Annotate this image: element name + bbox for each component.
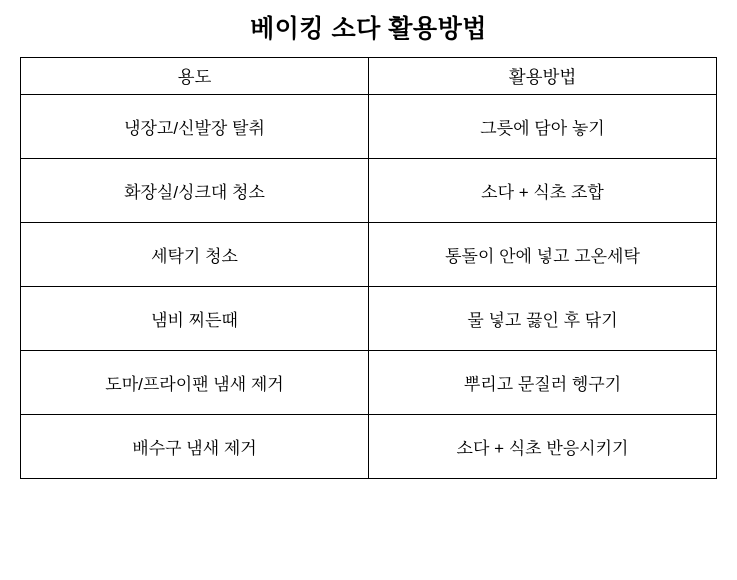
baking-soda-usage-table	[20, 57, 717, 479]
column-header-method: 활용방법	[369, 58, 717, 95]
table-row	[21, 351, 717, 415]
column-header-purpose: 용도	[21, 58, 369, 95]
cell-method: 그릇에 담아 놓기	[369, 95, 717, 159]
table-container	[0, 57, 737, 479]
table-row	[21, 159, 717, 223]
cell-purpose: 냄비 찌든때	[21, 287, 369, 351]
cell-purpose: 배수구 냄새 제거	[21, 415, 369, 479]
table-row	[21, 223, 717, 287]
page-title: 베이킹 소다 활용방법	[250, 15, 487, 43]
cell-purpose: 냉장고/신발장 탈취	[21, 95, 369, 159]
table-header-row	[21, 58, 717, 95]
table-body	[21, 95, 717, 479]
cell-purpose: 화장실/싱크대 청소	[21, 159, 369, 223]
cell-purpose: 도마/프라이팬 냄새 제거	[21, 351, 369, 415]
table-row	[21, 287, 717, 351]
cell-method: 소다 + 식초 조합	[369, 159, 717, 223]
table-header	[21, 58, 717, 95]
table-row	[21, 95, 717, 159]
cell-method: 통돌이 안에 넣고 고온세탁	[369, 223, 717, 287]
cell-method: 소다 + 식초 반응시키기	[369, 415, 717, 479]
cell-method: 뿌리고 문질러 헹구기	[369, 351, 717, 415]
cell-method: 물 넣고 끓인 후 닦기	[369, 287, 717, 351]
cell-purpose: 세탁기 청소	[21, 223, 369, 287]
table-row	[21, 415, 717, 479]
document-page	[0, 9, 737, 580]
